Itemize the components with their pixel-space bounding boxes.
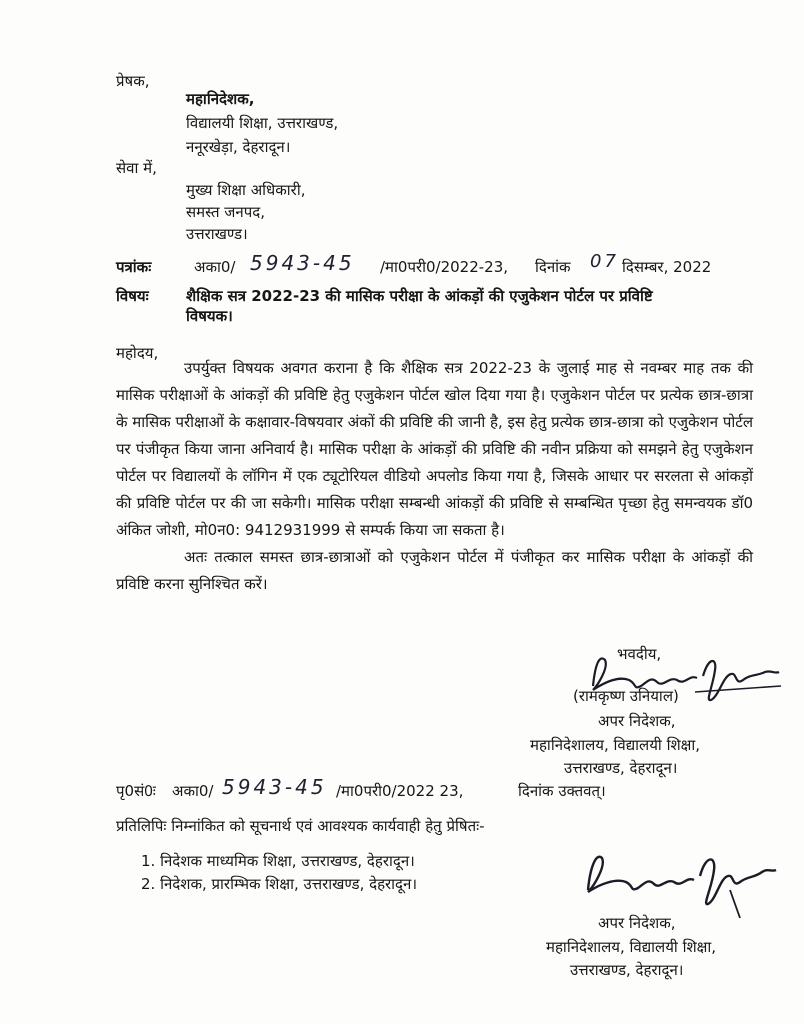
subject-line1: शैक्षिक सत्र 2022-23 की मासिक परीक्षा के आंकड़ों की एजुकेशन पोर्टल पर प्रविष्टि: [186, 287, 653, 305]
subject-label: विषयः: [116, 287, 149, 305]
ref-label: पत्रांकः: [116, 258, 152, 276]
recipient-name: मुख्य शिक्षा अधिकारी,: [186, 181, 306, 199]
endorsement-number-handwritten: 5943-45: [222, 775, 327, 799]
letter-body: [116, 355, 753, 598]
body-paragraph-2: अतः तत्काल समस्त छात्र-छात्राओं को एजुकेशन पोर्टल में पंजीकृत कर मासिक परीक्षा के आंकड़ों की प्रविष्टि करना सुनिश्चित करें।: [116, 548, 753, 593]
sender-address: ननूरखेड़ा, देहरादून।: [186, 138, 291, 156]
copy-recipient-1: 1. निदेशक माध्यमिक शिक्षा, उत्तराखण्ड, देहरादून।: [141, 852, 415, 870]
closing: भवदीय,: [617, 645, 662, 663]
copy-intro: प्रतिलिपिः निम्नांकित को सूचनार्थ एवं आवश्यक कार्यवाही हेतु प्रेषितः-: [116, 817, 485, 835]
endorsement-suffix: /मा0परी0/2022 23,: [336, 782, 464, 800]
ref-number-handwritten: 5943-45: [250, 251, 355, 275]
ref-date-rest: दिसम्बर, 2022: [622, 258, 712, 276]
copy-recipient-2: 2. निदेशक, प्रारम्भिक शिक्षा, उत्तराखण्ड, देहरादून।: [141, 875, 418, 893]
recipient-scope: समस्त जनपद,: [186, 203, 265, 221]
endorsement-office: महानिदेशालय, विद्यालयी शिक्षा,: [546, 938, 717, 956]
recipient-state: उत्तराखण्ड।: [186, 225, 248, 243]
endorsement-date: दिनांक उक्तवत्।: [518, 782, 606, 800]
signatory-place: उत्तराखण्ड, देहरादून।: [564, 759, 678, 777]
signatory-office: महानिदेशालय, विद्यालयी शिक्षा,: [530, 736, 701, 754]
sender-name: महानिदेशक,: [186, 90, 255, 108]
salutation: महोदय,: [116, 344, 159, 362]
endorsement-place: उत्तराखण्ड, देहरादून।: [570, 961, 684, 979]
ref-suffix: /मा0परी0/2022-23,: [380, 258, 509, 276]
ref-date-label: दिनांक: [535, 258, 571, 276]
endorsement-prefix: अका0/: [172, 782, 214, 800]
ref-date-day: 07: [590, 251, 619, 272]
recipient-label: सेवा में,: [116, 159, 157, 177]
sender-label: प्रेषक,: [116, 72, 150, 90]
endorsement-designation: अपर निदेशक,: [598, 914, 676, 932]
body-paragraph-1: उपर्युक्त विषयक अवगत कराना है कि शैक्षिक सत्र 2022-23 के जुलाई माह से नवम्बर माह तक की मासिक परीक्षाओं के आंकड़ों की प्रविष्टि हेतु एजुकेशन पोर्टल खोल दिया गया है। एजुकेशन पोर्टल पर प्रत्येक छात्र-छात्रा के मासिक परीक्षाओं के कक्षावार-विषयवार अंकों की प्रविष्टि की जानी है, इस हेतु प्रत्येक छात्र-छात्रा को एजुकेशन पोर्टल पर पंजीकृत किया जाना अनिवार्य है। मासिक परीक्षा के आंकड़ों की प्रविष्टि की नवीन प्रक्रिया को समझने हेतु एजुकेशन पोर्टल पर विद्यालयों के लॉगिन में एक ट्यूटोरियल वीडियो अपलोड किया गया है, जिसके आधार पर सरलता से आंकड़ों की प्रविष्टि पोर्टल पर की जा सकेगी। मासिक परीक्षा सम्बन्धी आंकड़ों की प्रविष्टि से सम्बन्धित पृच्छा हेतु समन्वयक डॉ0 अंकित जोशी, मो0न0: 9412931999 से सम्पर्क किया जा सकता है।: [116, 359, 753, 539]
sender-dept: विद्यालयी शिक्षा, उत्तराखण्ड,: [186, 114, 339, 132]
subject-line2: विषयक।: [186, 307, 233, 325]
endorsement-label: पृ0सं0ः: [116, 782, 156, 800]
signature-2: [580, 840, 780, 920]
signatory-designation: अपर निदेशक,: [598, 712, 676, 730]
signatory-name: (रामकृष्ण उनियाल): [573, 687, 679, 705]
ref-prefix: अका0/: [194, 258, 236, 276]
